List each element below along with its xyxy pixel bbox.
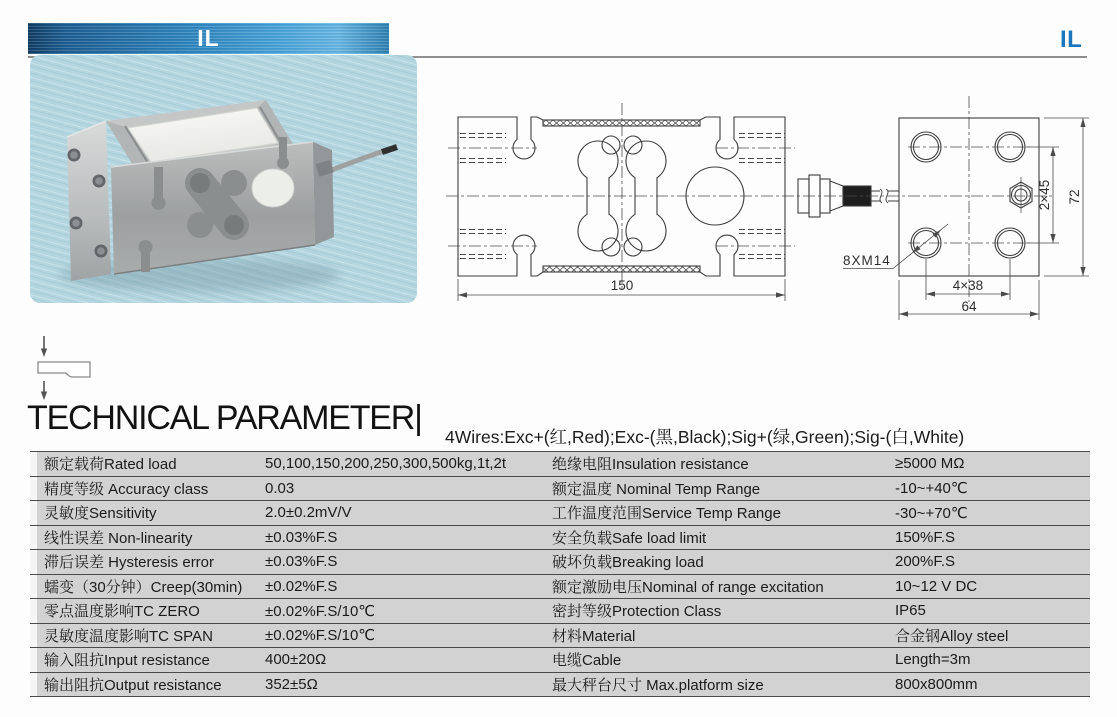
param-value: ±0.03%F.S [265,553,338,571]
cable-gland-end [1010,177,1032,213]
param-value: 0.03 [265,479,295,497]
param-label: 输出阻抗Output resistance [44,676,222,694]
table-row [30,574,1090,599]
param-value: ±0.02%F.S/10℃ [265,627,376,645]
param-value: ±0.02%F.S [265,577,338,595]
diaphragm-disc [252,169,294,207]
table-row [30,525,1090,550]
param-label: 密封等级Protection Class [552,603,722,621]
arrow-down-icon [41,349,47,358]
param-label: 最大秤台尺寸 Max.platform size [552,676,764,694]
dim-height-label: 72 [1067,189,1082,205]
corner-model-label: IL [1060,26,1083,53]
parameter-table [30,451,1090,697]
load-direction-symbol [30,333,110,405]
top-gasket-strip [543,120,700,126]
param-label: 安全负载Safe load limit [552,529,707,547]
dimension-arrows [458,118,1086,317]
table-row [30,623,1090,648]
table-row [30,549,1090,574]
param-value: ±0.03%F.S [265,528,338,546]
technical-drawing [440,85,1110,330]
param-label: 零点温度影响TC ZERO [44,603,200,621]
table-row [30,598,1090,623]
param-label: 工作温度范围Service Temp Range [552,505,781,523]
param-value: ±0.02%F.S/10℃ [265,602,376,620]
section-title: TECHNICAL PARAMETER| [27,399,422,437]
param-value: 150%F.S [895,528,956,546]
param-value: 400±20Ω [265,651,327,669]
param-label: 额定温度 Nominal Temp Range [552,480,761,498]
param-value: 2.0±0.2mV/V [265,504,352,522]
table-row [30,500,1090,525]
table-row [30,476,1090,501]
product-photo [30,55,417,303]
table-row [30,672,1090,697]
param-value: 10~12 V DC [895,577,978,595]
table-row [30,451,1090,476]
beam-profile-glyph [38,362,90,377]
param-value: 合金钢Alloy steel [895,627,1009,645]
dim-width-label: 64 [961,299,977,314]
param-label: 绝缘电阻Insulation resistance [552,456,749,474]
param-label: 输入阻抗Input resistance [44,652,210,670]
center-lines [446,96,1052,302]
dim-hole-pitch-v-label: 2×45 [1037,179,1052,211]
param-value: 50,100,150,200,250,300,500kg,1t,2t [265,455,507,473]
param-label: 额定激励电压Nominal of range excitation [552,578,824,596]
param-value: 800x800mm [895,675,978,693]
param-value: ≥5000 MΩ [895,455,965,473]
dim-hole-pitch-h-label: 4×38 [952,278,984,293]
banner-model-label: IL [197,25,220,51]
param-label: 线性误差 Non-linearity [44,529,193,547]
table-row [30,647,1090,672]
dim-length-label: 150 [610,278,634,293]
param-value: Length=3m [895,651,971,669]
param-label: 精度等级 Accuracy class [44,480,209,498]
end-view-holes [911,132,1025,258]
param-label: 电缆Cable [552,652,622,670]
param-value: -10~+40℃ [895,480,968,498]
param-value: 352±5Ω [265,675,318,693]
bottom-gasket-strip [543,266,700,272]
param-label: 蠕变（30分钟）Creep(30min) [44,578,243,596]
param-value: -30~+70℃ [895,504,968,522]
param-label: 滞后误差 Hysteresis error [44,554,215,572]
param-label: 材料Material [552,627,636,645]
param-value: 200%F.S [895,553,956,571]
param-label: 额定载荷Rated load [44,456,177,474]
thread-spec-label: 8XM14 [843,253,891,268]
wiring-note: 4Wires:Exc+(红,Red);Exc-(黑,Black);Sig+(绿,Green);Sig-(白,White) [445,427,965,447]
param-label: 灵敏度Sensitivity [44,505,157,523]
side-view-outline [458,117,785,276]
param-value: IP65 [895,602,926,620]
param-label: 破坏负载Breaking load [552,554,704,572]
param-label: 灵敏度温度影响TC SPAN [44,627,213,645]
model-banner [28,23,389,54]
